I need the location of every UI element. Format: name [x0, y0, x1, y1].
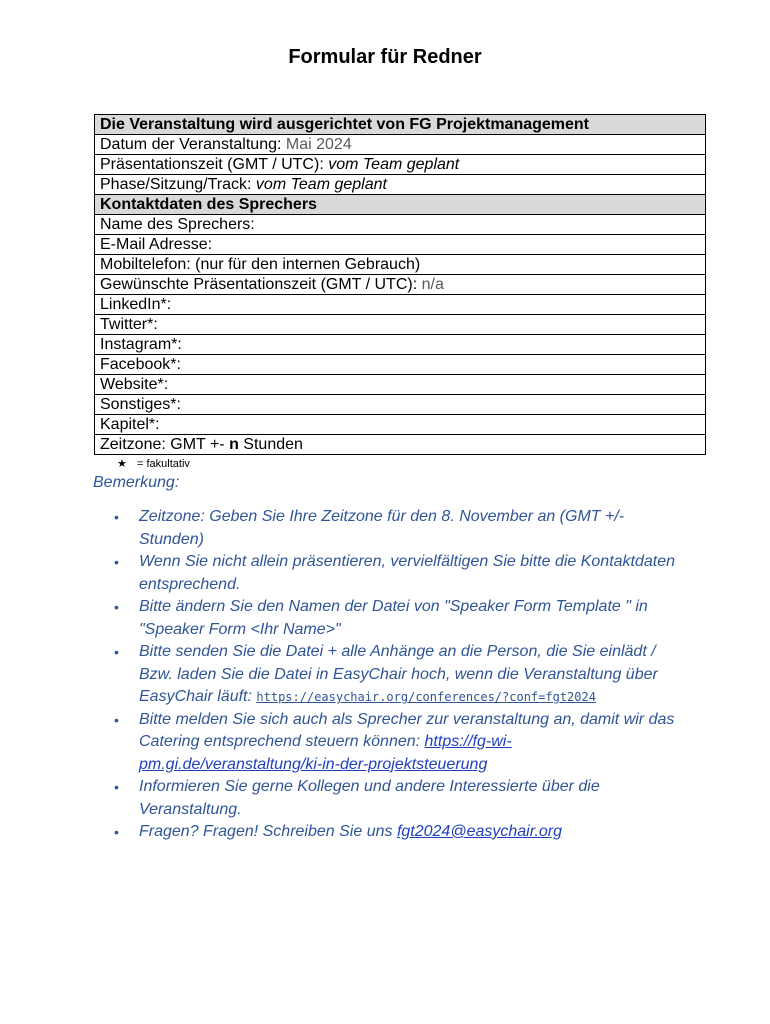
table-row [95, 375, 706, 395]
list-item [112, 709, 682, 777]
bullet-icon: • [114, 599, 119, 615]
note-text: Fragen? Fragen! Schreiben Sie uns [139, 823, 397, 840]
star-icon: ★ [117, 458, 127, 470]
email-field[interactable]: E-Mail Adresse: [95, 235, 706, 255]
legend [117, 458, 190, 471]
table-row [95, 155, 706, 175]
note-text: Bitte melden Sie sich auch als Sprecher zur veranstaltung an, damit wir das Catering entsprechend steuern können: [139, 710, 675, 750]
table-row [95, 255, 706, 275]
timezone-suffix: Stunden [238, 436, 303, 453]
event-date-value: Mai 2024 [285, 136, 352, 153]
facebook-field[interactable]: Facebook*: [95, 355, 706, 375]
note-text: Bitte senden Sie die Datei + alle Anhänge an die Person, die Sie einlädt / Bzw. laden Sie die Datei in EasyChair hoch, wenn die Veranstaltung über EasyChair läuft: [139, 643, 658, 705]
bullet-icon: • [114, 644, 119, 660]
table-row [95, 395, 706, 415]
legend-text: = fakultativ [137, 458, 190, 470]
website-field[interactable]: Website*: [95, 375, 706, 395]
bullet-icon: • [114, 509, 119, 525]
table-row [95, 115, 706, 135]
section-header-contact: Kontaktdaten des Sprechers [95, 195, 706, 215]
phase-cell [95, 175, 706, 195]
section-header-event: Die Veranstaltung wird ausgerichtet von FG Projektmanagement [95, 115, 706, 135]
bullet-icon: • [114, 711, 119, 728]
note-text: Wenn Sie nicht allein präsentieren, vervielfältigen Sie bitte die Kontaktdaten entsprechend. [139, 553, 676, 593]
twitter-field[interactable]: Twitter*: [95, 315, 706, 335]
bullet-icon: • [114, 554, 119, 570]
instagram-field[interactable]: Instagram*: [95, 335, 706, 355]
table-row [95, 335, 706, 355]
phase-label: Phase/Sitzung/Track: [100, 176, 256, 193]
event-date-cell [95, 135, 706, 155]
bullet-icon: • [114, 779, 119, 795]
speaker-form-table [94, 114, 706, 455]
registration-link[interactable]: https://fg-wi-pm.gi.de/veranstaltung/ki-in-der-projektsteuerung [139, 733, 512, 773]
list-item [112, 641, 682, 709]
email-link[interactable]: fgt2024@easychair.org [396, 823, 563, 840]
easychair-link[interactable]: https://easychair.org/conferences/?conf=fgt2024 [256, 690, 596, 704]
timezone-prefix: Zeitzone: GMT +- [100, 436, 230, 453]
table-row [95, 275, 706, 295]
list-item [112, 551, 682, 596]
note-text: Zeitzone: Geben Sie Ihre Zeitzone für den 8. November an (GMT +/- Stunden) [139, 508, 625, 548]
desired-time-value: n/a [421, 276, 444, 293]
note-text: Bitte ändern Sie den Namen der Datei von "Speaker Form Template " in "Speaker Form <Ihr Name>" [139, 598, 648, 638]
table-row [95, 175, 706, 195]
list-item [112, 776, 682, 821]
phase-value: vom Team geplant [255, 176, 387, 193]
table-row [95, 215, 706, 235]
other-field[interactable]: Sonstiges*: [95, 395, 706, 415]
list-item [112, 506, 682, 551]
notes-list [112, 506, 682, 844]
table-row [95, 135, 706, 155]
mobile-field[interactable]: Mobiltelefon: (nur für den internen Gebrauch) [95, 255, 706, 275]
remark-heading: Bemerkung: [93, 474, 180, 491]
desired-time-label: Gewünschte Präsentationszeit (GMT / UTC): [100, 276, 422, 293]
bullet-icon: • [114, 824, 119, 840]
presentation-time-value: vom Team geplant [328, 156, 460, 173]
table-row [95, 415, 706, 435]
table-row [95, 235, 706, 255]
table-row [95, 355, 706, 375]
note-text: Informieren Sie gerne Kollegen und andere Interessierte über die Veranstaltung. [139, 778, 600, 818]
table-row [95, 435, 706, 455]
desired-time-field[interactable] [95, 275, 706, 295]
list-item [112, 821, 682, 844]
presentation-time-label: Präsentationszeit (GMT / UTC): [100, 156, 329, 173]
table-row [95, 295, 706, 315]
event-date-label: Datum der Veranstaltung: [100, 136, 286, 153]
list-item [112, 596, 682, 641]
timezone-field[interactable] [95, 435, 706, 455]
linkedin-field[interactable]: LinkedIn*: [95, 295, 706, 315]
presentation-time-cell [95, 155, 706, 175]
timezone-n: n [229, 436, 239, 453]
speaker-name-field[interactable]: Name des Sprechers: [95, 215, 706, 235]
page-title: Formular für Redner [288, 46, 482, 68]
table-row [95, 315, 706, 335]
table-row [95, 195, 706, 215]
chapter-field[interactable]: Kapitel*: [95, 415, 706, 435]
